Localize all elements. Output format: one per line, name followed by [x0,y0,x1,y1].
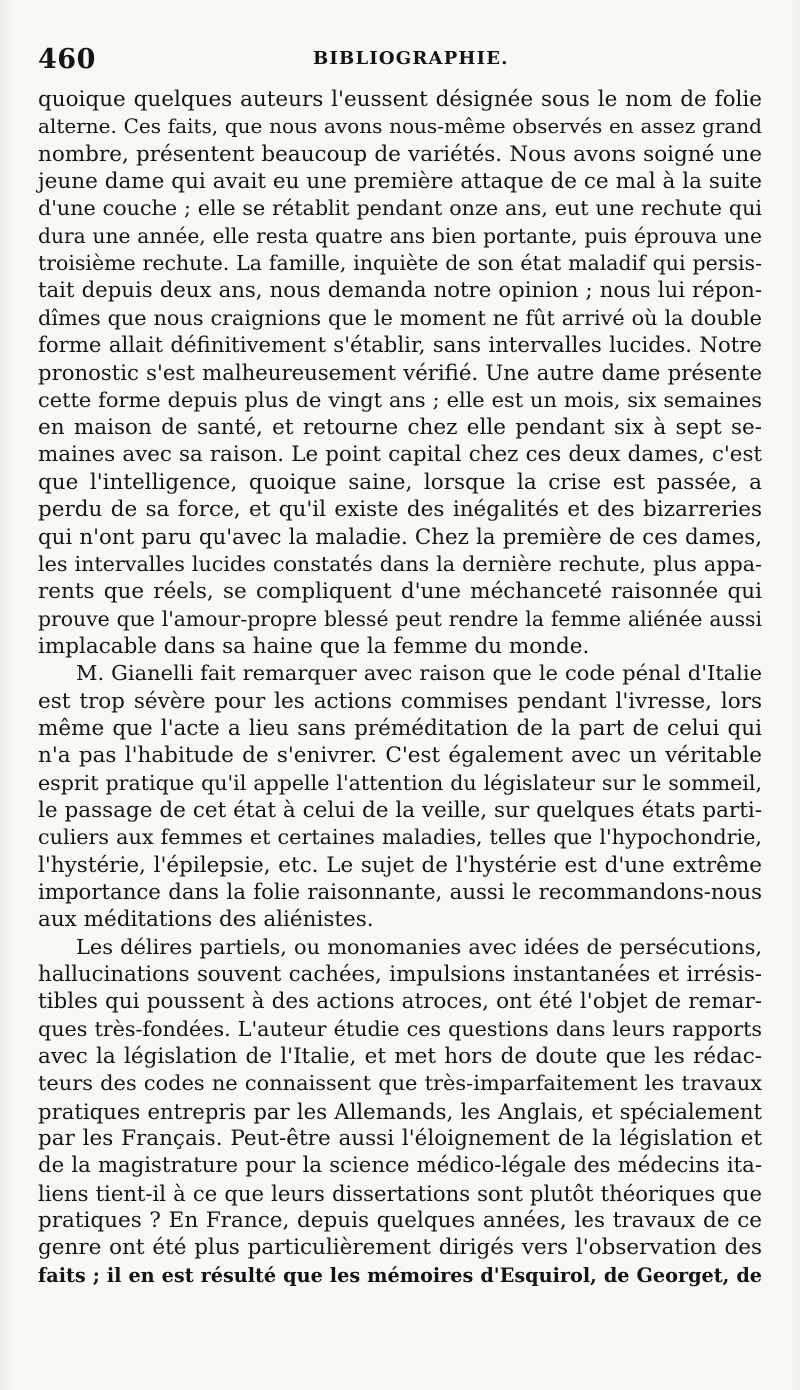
text-line: l'hystérie, l'épilepsie, etc. Le sujet de l'hystérie est d'une extrême [38,852,762,878]
paragraph-end-line: aux méditations des aliénistes. [38,907,374,933]
text-line: perdu de sa force, et qu'il existe des inégalités et des bizarreries [38,497,762,523]
text-line: n'a pas l'habitude de s'enivrer. C'est également avec un véritable [38,743,762,769]
text-line: qui n'ont paru qu'avec la maladie. Chez la première de ces dames, [38,524,762,550]
body-text [38,86,762,1289]
text-line: cette forme depuis plus de vingt ans ; elle est un mois, six semaines [38,387,762,412]
text-line: maines avec sa raison. Le point capital chez ces deux dames, c'est [38,442,762,468]
text-line: les intervalles lucides constatés dans la dernière rechute, plus appa- [38,551,762,576]
text-line: de la magistrature pour la science médico-légale des médecins ita- [38,1153,762,1179]
text-line: troisième rechute. La famille, inquiète de son état maladif qui persis- [38,251,762,276]
text-line: nombre, présentent beaucoup de variétés. Nous avons soigné une [38,141,762,167]
text-line: alterne. Ces faits, que nous avons nous-même observés en assez grand [38,114,762,139]
text-line: culiers aux femmes et certaines maladies, telles que l'hypochondrie, [38,825,762,850]
text-line: est trop sévère pour les actions commises pendant l'ivresse, lors [38,688,762,714]
text-line: dîmes que nous craignions que le moment ne fût arrivé où la double [38,305,762,330]
text-line: rents que réels, se compliquent d'une méchanceté raisonnée qui [38,579,762,605]
text-line: forme allait définitivement s'établir, sans intervalles lucides. Notre [38,333,762,359]
text-line: quoique quelques auteurs l'eussent désignée sous le nom de folie [38,87,762,112]
text-line: faits ; il en est résulté que les mémoires d'Esquirol, de Georget, de [38,1263,762,1287]
text-line: jeune dame qui avait eu une première attaque de ce mal à la suite [38,169,762,195]
text-line: prouve que l'amour-propre blessé peut rendre la femme aliénée aussi [38,606,762,631]
page-number: 460 [38,44,96,75]
text-line: pratiques ? En France, depuis quelques années, les travaux de ce [38,1208,762,1234]
text-line: pratiques entrepris par les Allemands, les Anglais, et spécialement [38,1098,762,1124]
text-line: tibles qui poussent à des actions atroces, ont été l'objet de remar- [38,989,762,1015]
text-line: le passage de cet état à celui de la veille, sur quelques états parti- [38,797,762,823]
text-line: tait depuis deux ans, nous demanda notre opinion ; nous lui répon- [38,278,762,304]
paragraph-start-line: M. Gianelli fait remarquer avec raison que le code pénal d'Italie [76,661,762,686]
text-line: par les Français. Peut-être aussi l'éloignement de la législation et [38,1126,762,1152]
text-line: en maison de santé, et retourne chez elle pendant six à sept se- [38,415,762,441]
paragraph-end-line: implacable dans sa haine que la femme du monde. [38,633,590,659]
text-line: hallucinations souvent cachées, impulsions instantanées et irrésis- [38,962,762,987]
text-line: esprit pratique qu'il appelle l'attention du législateur sur le sommeil, [38,770,762,795]
text-line: importance dans la folie raisonnante, aussi le recommandons-nous [38,879,762,905]
text-line: avec la législation de l'Italie, et met hors de doute que les rédac- [38,1044,762,1070]
text-line: que l'intelligence, quoique saine, lorsque la crise est passée, a [38,469,762,495]
page-header [38,44,758,78]
text-line: liens tient-il à ce que leurs dissertations sont plutôt théoriques que [38,1180,762,1206]
paragraph-start-line: Les délires partiels, ou monomanies avec idées de persécutions, [76,934,762,959]
text-line: teurs des codes ne connaissent que très-imparfaitement les travaux [38,1071,762,1096]
text-line: même que l'acte a lieu sans préméditation de la part de celui qui [38,715,762,741]
running-head: BIBLIOGRAPHIE. [313,48,509,69]
text-line: d'une couche ; elle se rétablit pendant onze ans, eut une rechute qui [38,196,762,221]
text-line: genre ont été plus particulièrement dirigés vers l'observation des [38,1235,762,1261]
text-line: ques très-fondées. L'auteur étudie ces questions dans leurs rapports [38,1016,762,1041]
text-line: pronostic s'est malheureusement vérifié. Une autre dame présente [38,360,762,386]
text-line: dura une année, elle resta quatre ans bien portante, puis éprouva une [38,223,762,248]
